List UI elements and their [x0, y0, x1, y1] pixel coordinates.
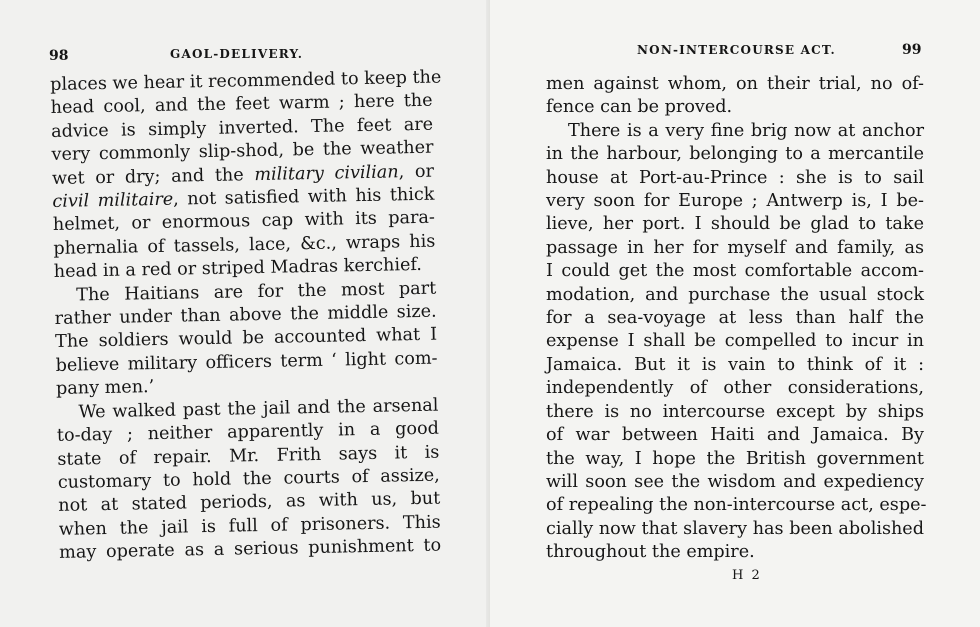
- text-line: The Haitians are for the most part: [76, 278, 437, 306]
- page-number-right: 99: [902, 42, 922, 58]
- text-line: there is no intercourse except by ships: [546, 401, 924, 422]
- text-line: may operate as a serious punishment to: [59, 535, 442, 564]
- text-line: to-day ; neither apparently in a good: [56, 418, 440, 447]
- running-head-left: GAOL-DELIVERY.: [170, 47, 304, 61]
- text-line: We walked past the jail and the arsenal: [78, 395, 439, 423]
- signature-mark: H 2: [732, 568, 762, 583]
- running-head-right: NON-INTERCOURSE ACT.: [637, 43, 836, 57]
- text-run: , or: [398, 161, 435, 182]
- body-text-right: [546, 73, 927, 565]
- text-line: fence can be proved.: [546, 97, 733, 118]
- text-line: state of repair. Mr. Frith says it is: [57, 442, 440, 470]
- text-line: I could get the most comfortable accom-: [546, 261, 924, 282]
- text-line: head in a red or striped Madras kerchief.: [53, 255, 423, 283]
- italic-phrase: civil militaire: [52, 189, 174, 213]
- text-line: modation, and purchase the usual stock: [546, 284, 924, 305]
- text-run: wet or dry; and the: [51, 164, 244, 189]
- text-line: when the jail is full of prisoners. This: [58, 512, 441, 540]
- text-line: helmet, or enormous cap with its para-: [52, 208, 436, 236]
- text-run: , not satisfied with his thick: [172, 184, 435, 210]
- text-line: house at Port-au-Prince : she is to sail: [546, 167, 924, 188]
- text-line: for a sea-voyage at less than half the: [546, 308, 924, 329]
- text-line: phernalia of tassels, lace, &c., wraps his: [53, 231, 436, 259]
- text-line: believe military officers term ‘ light com-: [55, 348, 438, 376]
- text-line: will soon see the wisdom and expediency: [546, 471, 924, 492]
- text-line: very soon for Europe ; Antwerp is, I be-: [546, 191, 924, 212]
- text-line: cially now that slavery has been abolished: [546, 518, 924, 539]
- text-line: very commonly slip-shod, be the weather: [51, 137, 434, 166]
- italic-phrase: military civilian: [254, 161, 399, 185]
- text-line: The soldiers would be accounted what I: [54, 325, 438, 353]
- text-line: expense I shall be compelled to incur in: [546, 331, 924, 352]
- text-line: places we hear it recommended to keep the: [50, 67, 442, 95]
- text-line: customary to hold the courts of assize,: [57, 465, 440, 493]
- text-line: lieve, her port. I should be glad to take: [546, 214, 924, 235]
- text-line: independently of other considerations,: [546, 378, 924, 399]
- text-line: of repealing the non-intercourse act, espe-: [546, 495, 927, 516]
- page-number-left: 98: [49, 48, 69, 64]
- text-line: pany men.’: [55, 377, 155, 400]
- right-page: [490, 0, 980, 627]
- text-line: the way, I hope the British government: [546, 448, 924, 469]
- body-text-left: [50, 67, 441, 566]
- text-line: not at stated periods, as with us, but: [58, 488, 441, 517]
- text-line: passage in her for myself and family, as: [546, 237, 924, 258]
- text-line: throughout the empire.: [546, 542, 755, 563]
- text-line: men against whom, on their trial, no of-: [546, 74, 924, 94]
- text-line: There is a very fine brig now at anchor: [568, 120, 924, 141]
- text-line: of war between Haiti and Jamaica. By: [546, 425, 924, 446]
- text-line: Jamaica. But it is vain to think of it :: [546, 354, 924, 375]
- text-line: advice is simply inverted. The feet are: [50, 114, 434, 142]
- text-line: head cool, and the feet warm ; here the: [50, 91, 433, 119]
- text-line: in the harbour, belonging to a mercantile: [546, 144, 924, 165]
- text-line: rather under than above the middle size.: [54, 301, 437, 330]
